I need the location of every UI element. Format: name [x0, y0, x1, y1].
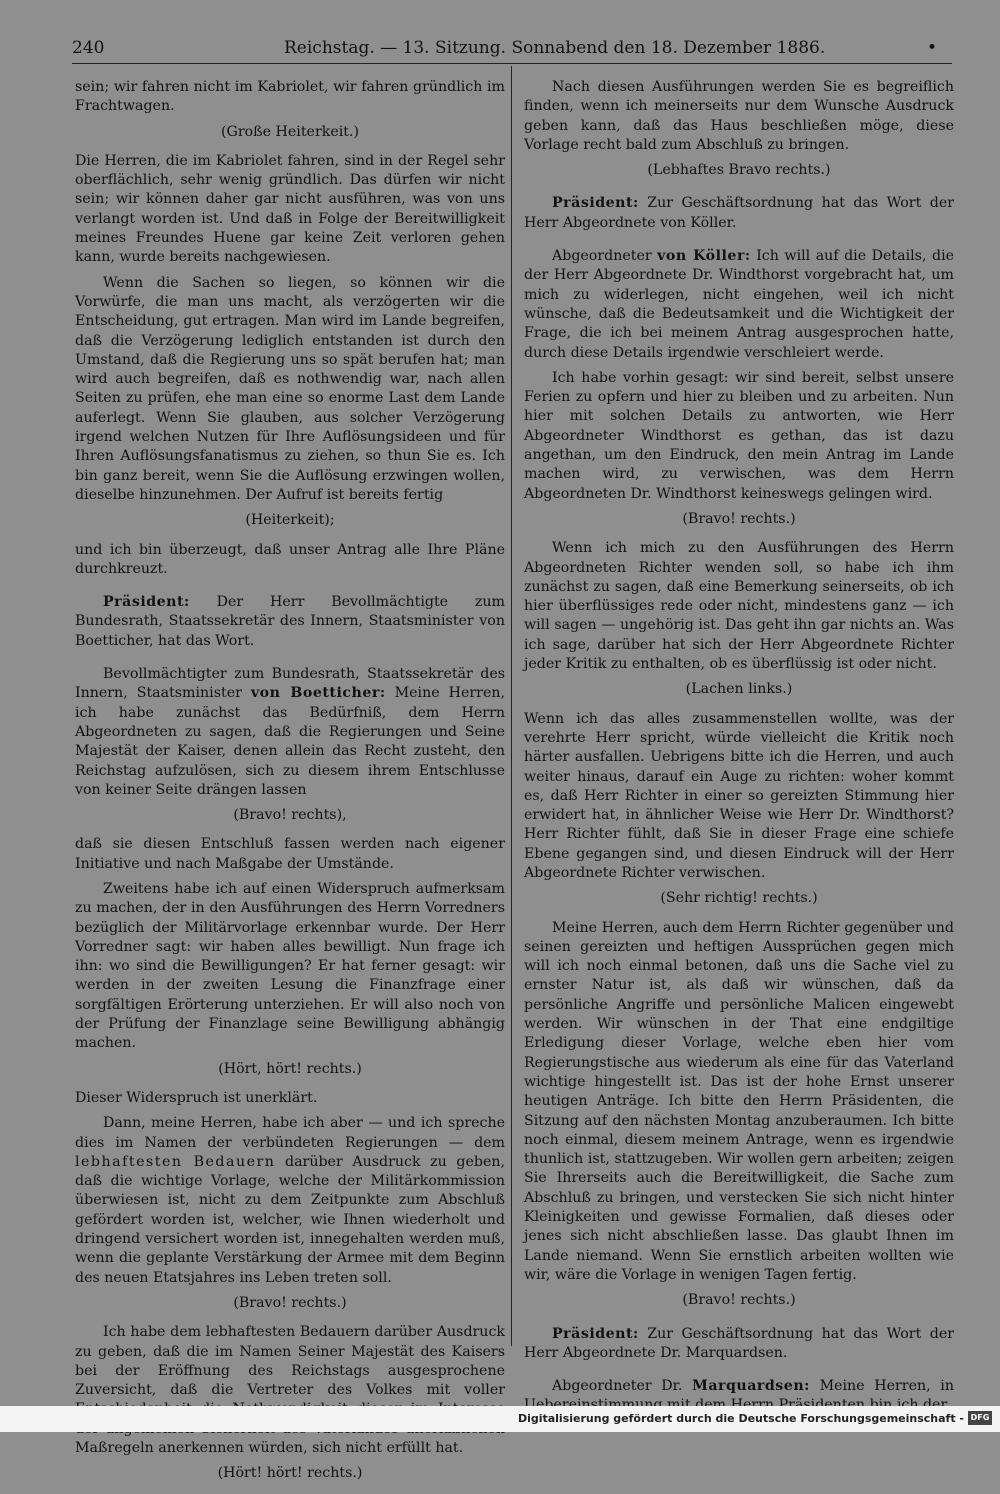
paragraph: Dieser Widerspruch ist unerklärt. — [75, 1089, 318, 1106]
page-header — [72, 38, 952, 64]
paragraph: sein; wir fahren nicht im Kabriolet, wir fahren gründlich im Frachtwagen. — [75, 79, 505, 115]
speaker-name: von Köller: — [657, 248, 751, 265]
paragraph: Nach diesen Ausführungen werden Sie es begreiflich finden, wenn ich meinerseits nur dem Wunsche Ausdruck geben kann, daß das Haus beschließen möge, diese Vorlage recht bald zum Abschluß zu bringen. — [524, 79, 954, 153]
speech-text: Ich will auf die Details, die der Herr Abgeordnete Dr. Windthorst vorgebracht hat, um mich zu widerlegen, nicht eingehen, weil ich nicht wünsche, daß die Bedeutsamkeit und die Wichtigkeit der Frage, die ich bei meinem Antrag ausgesprochen hatte, durch diese Details irgendwie verschleiert werde. — [524, 248, 955, 361]
header-mark: • — [927, 38, 938, 58]
speaker-name: Marquardsen: — [692, 1378, 810, 1395]
speaker-name: von Boetticher: — [250, 685, 386, 702]
speaker-title: Bevollmächtigter zum Bundesrath, Staatssekretär des Innern, Staatsminister — [75, 666, 505, 702]
paragraph: Ich habe vorhin gesagt: wir sind bereit, selbst unsere Ferien zu opfern und hier zu bleiben und zu arbeiten. Nun hier mit solchen Details zu antworten, wie Herr Abgeordneter Windthorst es gethan, das ist dazu angethan, um den Eindruck, den mein Antrag im Lande machen wird, zu verwischen, was dem Herrn Abgeordneten Dr. Windthorst keineswegs gelingen wird. — [524, 369, 954, 502]
running-title: Reichstag. — 13. Sitzung. Sonnabend den 18. Dezember 1886. — [284, 38, 826, 58]
interjection: (Bravo! rechts), — [233, 807, 347, 824]
speaker-name: Präsident: — [552, 1325, 639, 1342]
speech-text: Zur Geschäftsordnung hat das Wort der Herr Abgeordnete von Köller. — [524, 195, 954, 231]
header-rule — [72, 63, 952, 64]
paragraph: Zweitens habe ich auf einen Widerspruch aufmerksam zu machen, der in den Ausführungen des Herrn Vorredners bezüglich der Militärvorlage erkennbar wurde. Der Herr Vorredner sagt: wir haben alles bewilligt. Nun frage ich ihn: wo sind die Bewilligungen? Er hat ferner gesagt: wir werden in der zweiten Lesung die Finanzfrage einer sorgfältigen Erörterung unterziehen. Er will also noch von der Prüfung der Finanzlage seine Bewilligung abhängig machen. — [75, 880, 505, 1052]
speech-text: darüber Ausdruck zu geben, daß die wichtige Vorlage, welche der Militärkommission überwiesen ist, nicht zu dem Zeitpunkte zum Abschluß gefördert worden ist, welcher, wie Ihnen wiederholt und dringend versichert worden ist, innegehalten werden muß, wenn die geplante Verstärkung der Armee mit dem Beginn des neuen Etatsjahres ins Leben treten soll. — [75, 1153, 505, 1286]
speaker-paragraph — [75, 593, 505, 651]
speaker-title: Abgeordneter Dr. — [552, 1378, 693, 1395]
speaker-name: Präsident: — [103, 594, 190, 611]
dfg-logo: DFG — [968, 1411, 992, 1425]
paragraph — [75, 1114, 505, 1288]
speaker-paragraph — [75, 665, 505, 800]
interjection: (Sehr richtig! rechts.) — [660, 890, 818, 907]
interjection: (Bravo! rechts.) — [682, 1292, 796, 1309]
interjection: (Hört! hört! rechts.) — [217, 1465, 363, 1482]
paragraph: Wenn die Sachen so liegen, so können wir die Vorwürfe, die man uns macht, als verzögerten wir die Entscheidung, gut ertragen. Man wird im Lande begreifen, daß die Verzögerung lediglich entstanden ist durch den Umstand, daß die Regierung uns so spät berufen hat; man wird auch begreifen, daß es nothwendig war, nach allen Seiten zu prüfen, ehe man eine so enorme Last dem Lande auferlegt. Wenn Sie glauben, aus solcher Verzögerung irgend welchen Nutzen für Ihre Auflösungsideen und für Ihren Auflösungsfanatismus zu ziehen, so thun Sie es. Ich bin ganz bereit, wenn Sie die Auflösung erzwingen wollen, dieselbe hinzunehmen. Der Aufruf ist bereits fertig — [75, 274, 505, 503]
speech-text: Meine Herren, ich habe zunächst das Bedürfniß, dem Herrn Abgeordneten zu sagen, daß die Regierungen und Seine Majestät der Kaiser, denen allein das Recht zusteht, den Reichstag aufzulösen, sich zu diesem ihrem Entschlusse von keiner Seite drängen lassen — [75, 685, 506, 798]
paragraph: Wenn ich mich zu den Ausführungen des Herrn Abgeordneten Richter wenden soll, so habe ich ihm zunächst zu sagen, daß eine Bemerkung seinerseits, ob ich hier überflüssiges rede oder nicht, mindestens ganz — ich will sagen — ungehörig ist. Das geht ihn gar nichts an. Was ich sage, darüber hat sich der Herr Abgeordnete Richter jeder Kritik zu enthalten, ob es überflüssig ist oder nicht. — [524, 540, 954, 673]
interjection: (Lebhaftes Bravo rechts.) — [647, 162, 831, 179]
speaker-title: Abgeordneter — [552, 248, 658, 265]
paragraph: und ich bin überzeugt, daß unser Antrag alle Ihre Pläne durchkreuzt. — [75, 541, 505, 577]
left-column — [75, 78, 505, 1494]
footer-bar — [0, 1406, 1000, 1432]
speaker-paragraph — [524, 194, 954, 233]
page-number: 240 — [72, 38, 105, 58]
interjection: (Hört, hört! rechts.) — [218, 1060, 362, 1077]
spaced-emphasis: lebhaftesten Bedauern — [75, 1153, 276, 1170]
column-divider — [511, 66, 512, 1346]
interjection: (Bravo! rechts.) — [682, 510, 796, 527]
speech-text: Dann, meine Herren, habe ich aber — und ich spreche dies im Namen der verbündeten Regierungen — dem — [75, 1115, 505, 1151]
speaker-paragraph — [524, 1325, 954, 1364]
interjection: (Bravo! rechts.) — [233, 1294, 347, 1311]
paragraph: Ich habe dem lebhaftesten Bedauern darüber Ausdruck zu geben, daß die im Namen Seiner Majestät des Kaisers bei der Eröffnung des Reichstags ausgesprochene Zuversicht, daß die Vertreter des Volkes mit voller Maßregeln anerkennen würden, sich nicht erfüllt hat. — [75, 1324, 505, 1456]
paragraph: Die Herren, die im Kabriolet fahren, sind in der Regel sehr oberflächlich, sehr wenig gründlich. Das dürfen wir nicht sein; wir können daher gar nicht ausführen, was von uns verlangt worden ist. Und daß in Folge der Bereitwilligkeit meines Freundes Huene gar keine Zeit verloren gehen kann, wurde bereits nachgewiesen. — [75, 152, 505, 266]
paragraph: Meine Herren, auch dem Herrn Richter gegenüber und seinen gereizten und heftigen Aussprüchen gegen mich will ich noch einmal betonen, daß uns die Sache viel zu ernster Natur ist, als daß wir wünschen, daß da persönliche Angriffe und persönliche Malicen eingewebt werden. Wir wünschen in der That eine endgiltige Erledigung dieser Vorlage, welche eben hier vom Regierungstische aus wiederum als eine für das Vaterland wichtige hingestellt ist. Das ist der hohe Ernst unserer heutigen Anträge. Ich bitte den Herrn Präsidenten, die Sitzung auf den nächsten Montag anzuberaumen. Ich bitte noch einmal, diesem meinem Antrage, wenn es irgendwie thunlich ist, stattzugeben. Wir wollen gern arbeiten; zeigen Sie Ihrerseits auch die Bereitwilligkeit, die Sache zum Abschluß zu bringen, und verstecken Sie sich nicht hinter Kleinigkeiten und gewisse Formalien, daß dieses oder jenes sich nicht abschließen lasse. Das glaubt Ihnen im Lande niemand. Wenn Sie ernstlich arbeiten wollten wie wir, wäre die Vorlage in wenigen Tagen fertig. — [524, 919, 954, 1283]
funding-notice: Digitalisierung gefördert durch die Deutsche Forschungsgemeinschaft - — [517, 1412, 964, 1425]
speech-text: Zur Geschäftsordnung hat das Wort der Herr Abgeordnete Dr. Marquardsen. — [524, 1325, 954, 1361]
interjection: (Heiterkeit); — [245, 512, 335, 529]
speech-text: Meine Herren, in — [819, 1378, 954, 1395]
paragraph: Wenn ich das alles zusammenstellen wollte, was der verehrte Herr spricht, würde vielleicht die Kritik noch härter ausfallen. Uebrigens bitte ich die Herren, und auch weiter hinaus, darauf ein Auge zu richten: woher kommt es, daß Herr Richter in einer so gereizten Stimmung hier erwidert hat, in ähnlicher Weise wie Herr Dr. Windthorst? Herr Richter fühlt, daß Sie in dieser Frage eine schiefe Ebene gegangen sind, und diesen Eindruck will der Herr Abgeordnete Richter verwischen. — [524, 710, 954, 881]
speaker-name: Präsident: — [552, 195, 639, 212]
speaker-paragraph — [524, 247, 954, 363]
interjection: (Große Heiterkeit.) — [220, 123, 360, 140]
interjection: (Lachen links.) — [685, 681, 793, 698]
speech-text: Der Herr Bevollmächtigte zum Bundesrath, Staatssekretär des Innern, Staatsminister von Boetticher, hat das Wort. — [75, 594, 505, 649]
paragraph: daß sie diesen Entschluß fassen werden nach eigener Initiative und nach Maßgabe der Umstände. — [75, 836, 505, 872]
right-column — [524, 78, 954, 1422]
